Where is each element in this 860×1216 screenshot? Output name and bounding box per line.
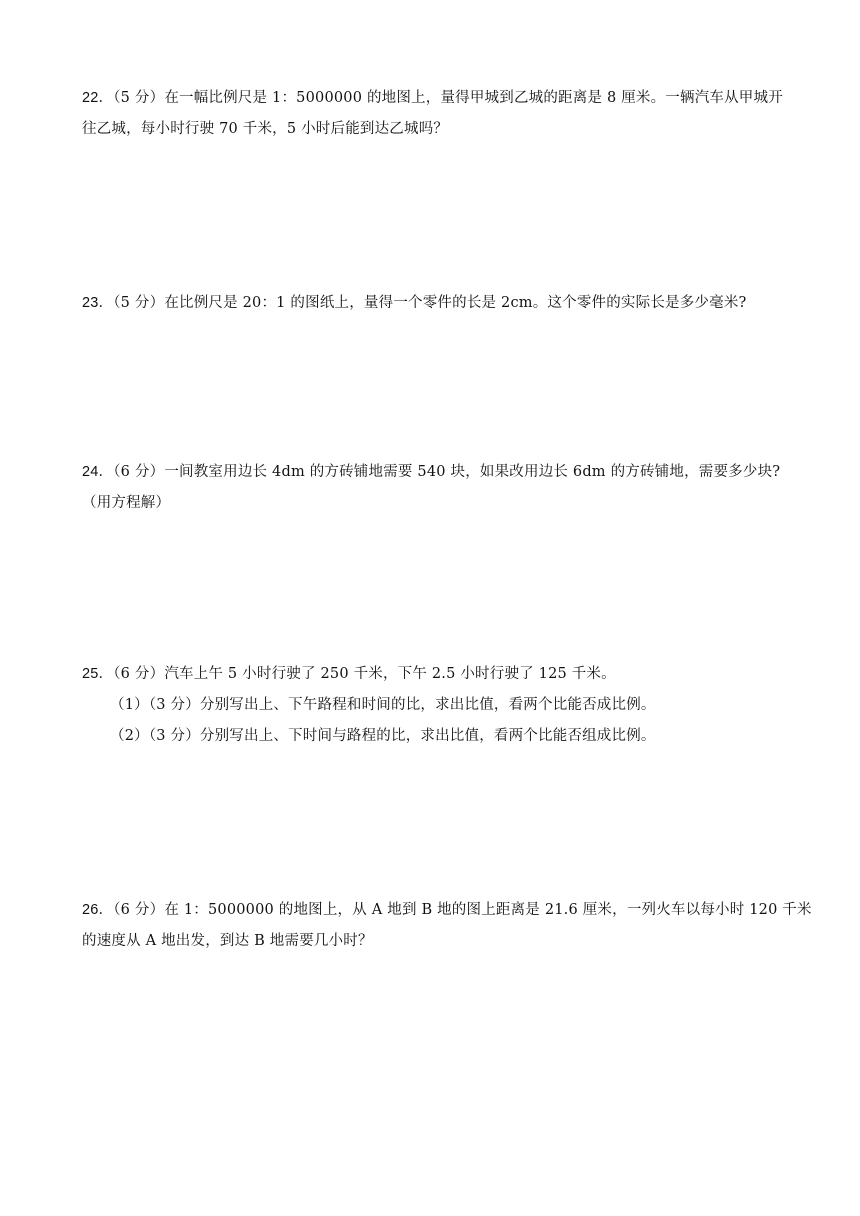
question-points: （6 分） [113, 666, 165, 682]
question-points: （6 分） [113, 902, 165, 918]
question-text: （用方程解） [82, 495, 171, 511]
question-text: 在比例尺是 20：1 的图纸上，量得一个零件的长是 2cm。这个零件的实际长是多少毫米? [164, 295, 747, 311]
question-points: （6 分） [113, 464, 165, 480]
question-line [82, 659, 812, 690]
question-points: （5 分） [113, 90, 165, 106]
question-number: 26． [82, 902, 114, 918]
question-number: 22． [82, 90, 114, 106]
question-text: 汽车上午 5 小时行驶了 250 千米，下午 2.5 小时行驶了 125 千米。 [164, 666, 616, 682]
question-23 [82, 288, 812, 319]
question-text: 在一幅比例尺是 1：5000000 的地图上，量得甲城到乙城的距离是 8 厘米。一辆汽车从甲城开 [164, 90, 783, 106]
question-text: 一间教室用边长 4dm 的方砖铺地需要 540 块，如果改用边长 6dm 的方砖铺地，需要多少块? [164, 464, 781, 480]
question-line [82, 926, 812, 957]
question-points: （5 分） [113, 295, 165, 311]
question-25 [82, 659, 812, 752]
question-number: 23． [82, 295, 114, 311]
question-24 [82, 457, 812, 519]
question-number: 24． [82, 464, 114, 480]
question-line [82, 895, 812, 926]
sub-question-2: （2）（3 分）分别写出上、下时间与路程的比，求出比值，看两个比能否组成比例。 [110, 728, 656, 744]
question-text: 往乙城，每小时行驶 70 千米，5 小时后能到达乙城吗？ [82, 121, 449, 137]
question-22 [82, 83, 812, 145]
question-line [82, 83, 812, 114]
question-line [82, 457, 812, 488]
question-line [82, 114, 812, 145]
question-number: 25． [82, 666, 114, 682]
question-line [82, 288, 812, 319]
sub-question-1: （1）（3 分）分别写出上、下午路程和时间的比，求出比值，看两个比能否成比例。 [110, 697, 656, 713]
question-text: 的速度从 A 地出发，到达 B 地需要几小时？ [82, 933, 373, 949]
question-26 [82, 895, 812, 957]
question-line [82, 488, 812, 519]
question-text: 在 1：5000000 的地图上，从 A 地到 B 地的图上距离是 21.6 厘米，一列火车以每小时 120 千米 [164, 902, 812, 918]
